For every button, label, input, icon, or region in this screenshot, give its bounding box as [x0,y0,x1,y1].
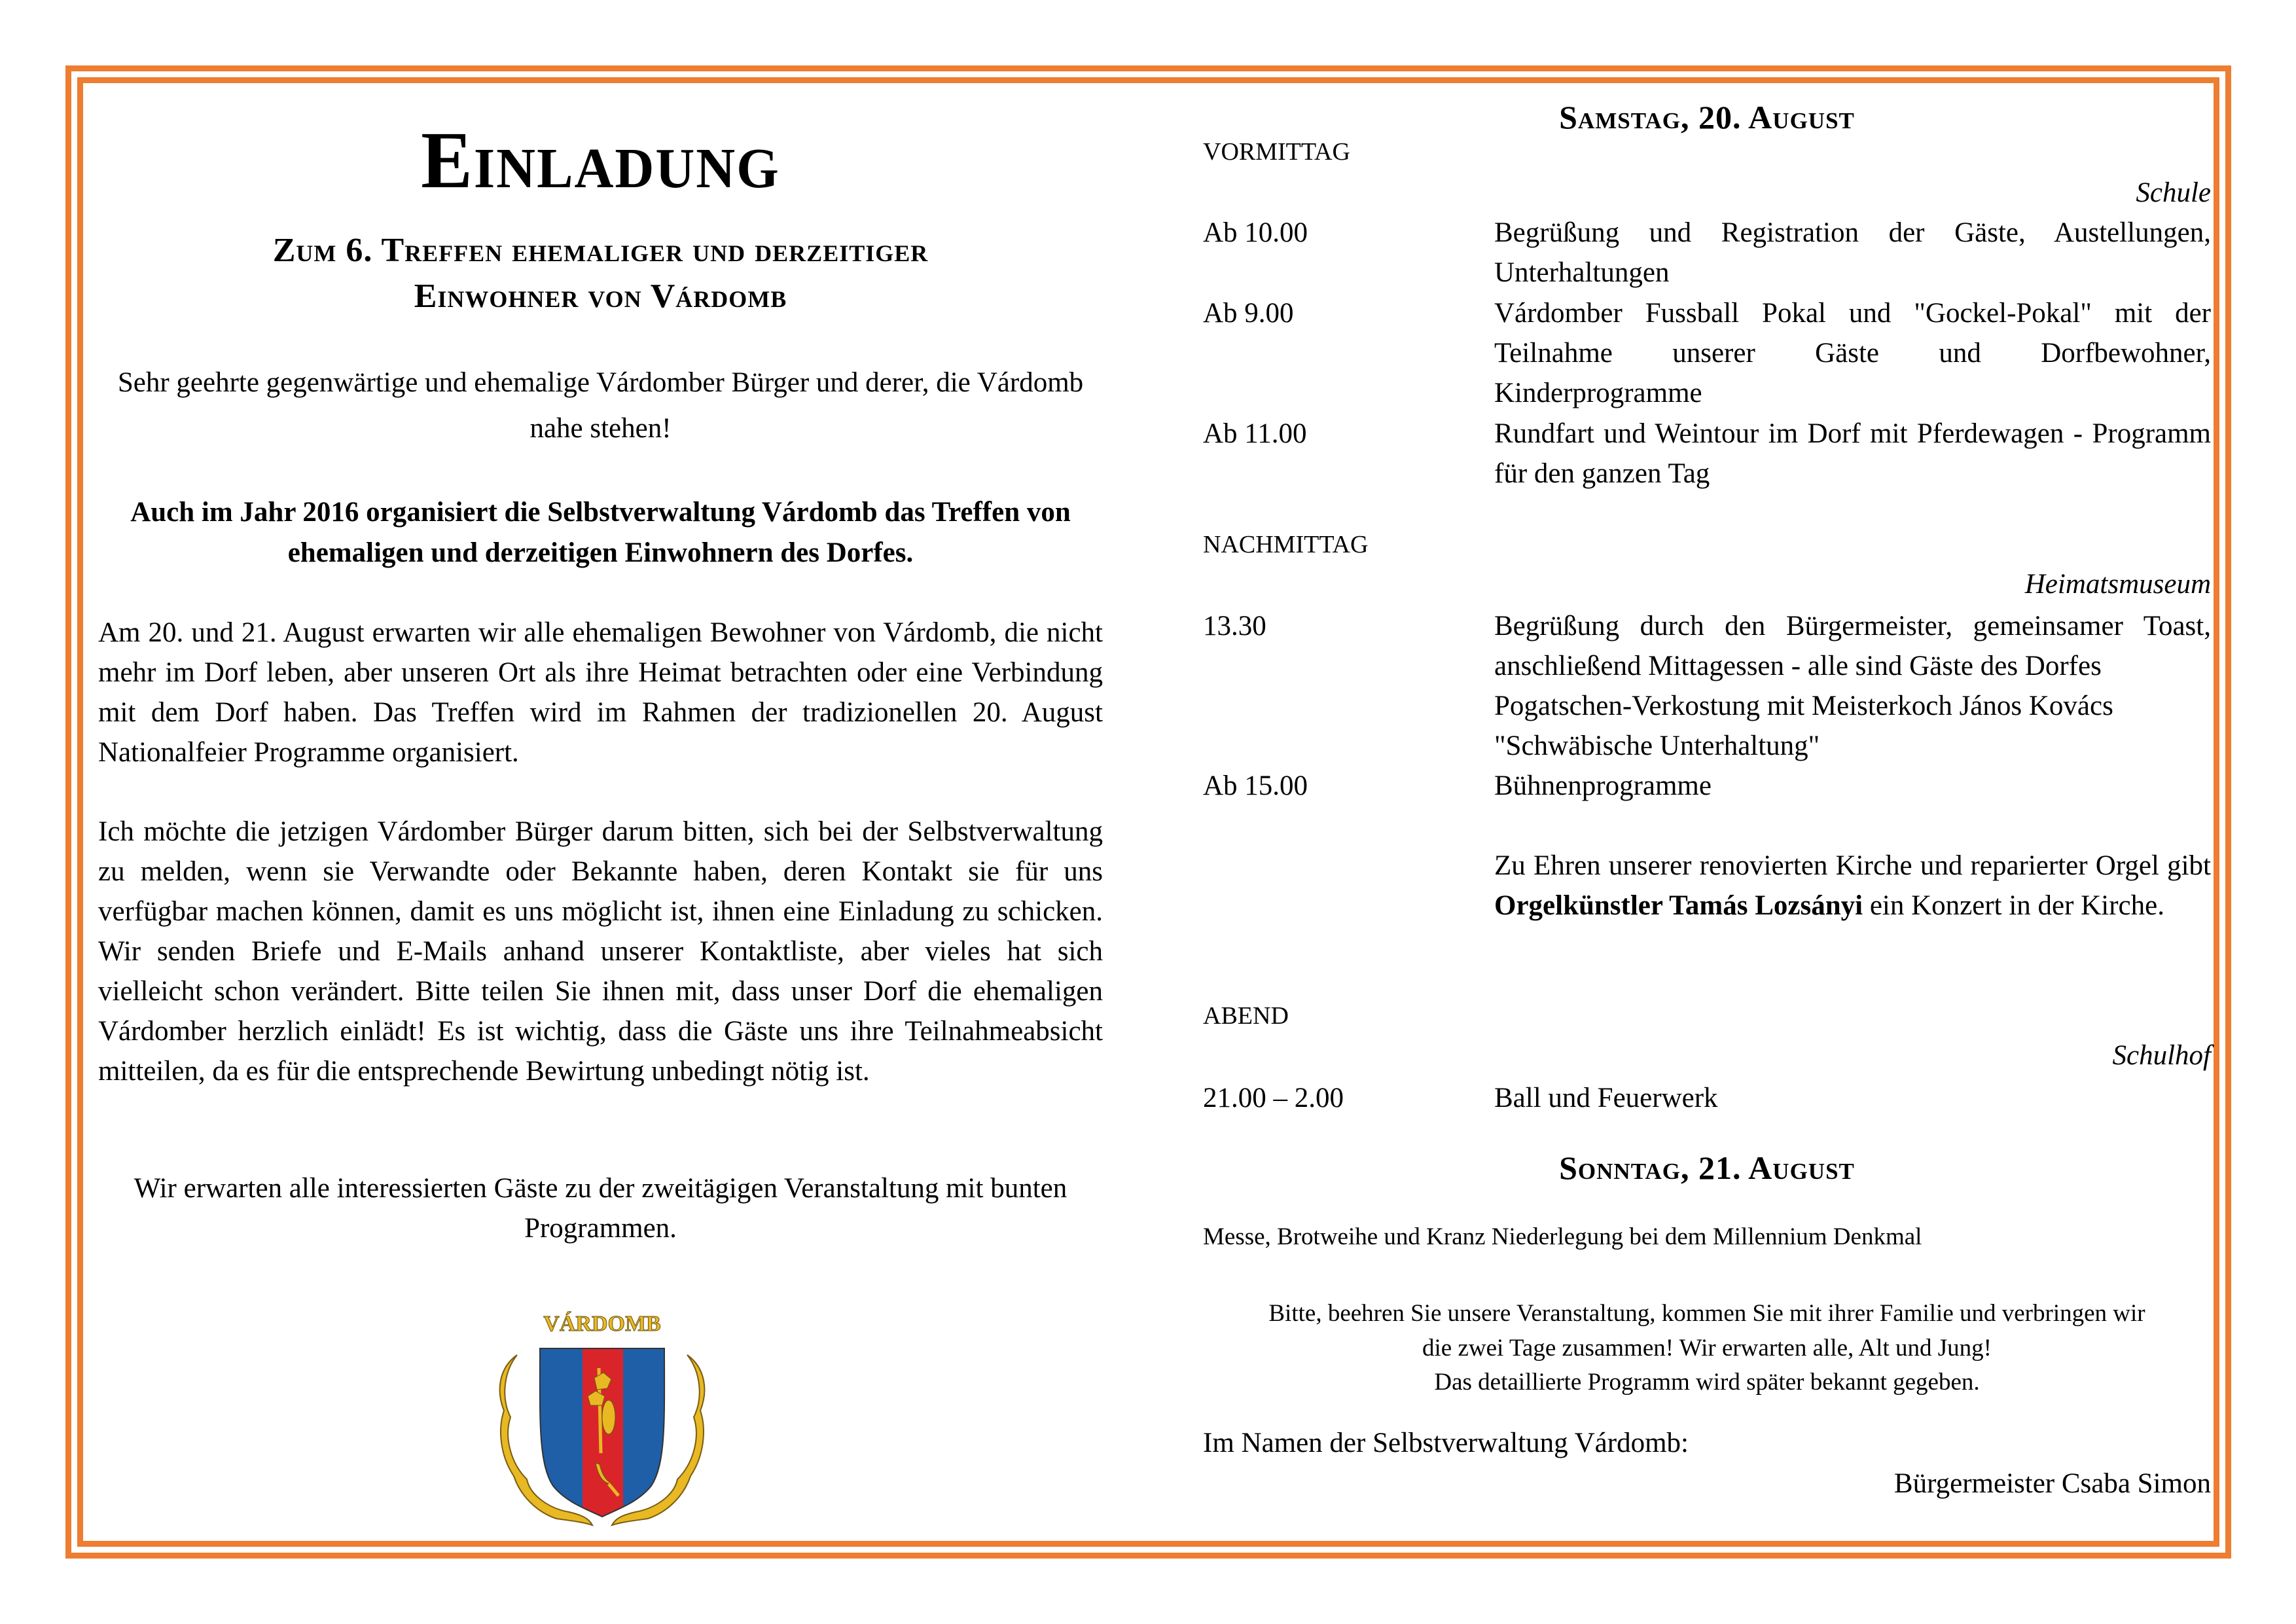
greeting: Sehr geehrte gegenwärtige und ehemalige Várdomber Bürger und derer, die Várdomb nahe stehen! [117,367,1084,444]
subtitle-line-2: Einwohner von Várdomb [414,278,787,315]
signature-on-behalf: Im Namen der Selbstverwaltung Várdomb: [1203,1428,1689,1458]
paragraph-2: Ich möchte die jetzigen Várdomber Bürger darum bitten, sich bei der Selbstverwaltung zu melden, wenn sie Verwandte oder Bekannte haben, deren Kontakt sie für uns verfügbar machen können, damit es uns möglicht ist, ihnen eine Einladung zu schicken. Wir senden Briefe und E-Mails anhand unserer Kontaktliste, aber vieles hat sich vielleicht schon verändert. Bitte teilen Sie ihnen mit, dass unser Dorf die ehemaligen Várdomber herzlich einlädt! Es ist wichtig, dass die Gäste uns ihre Teilnahmeabsicht mitteilen, da es für die entsprechende Bewirtung unbedingt nötig ist. [98,816,1103,1087]
schedule-desc: Bühnenprogramme [1494,770,1712,801]
coat-of-arms-icon [491,1299,713,1542]
subtitle [98,228,1103,319]
period-morning: VORMITTAG [1203,138,1350,166]
subtitle-line-1: Zum 6. Treffen ehemaliger und derzeitiger [272,232,929,269]
concert-artist: Orgelkünstler Tamás Lozsányi [1494,890,1863,921]
closing-line-3: Das detaillierte Programm wird später bekannt gegeben. [1434,1369,1980,1396]
desc-line: anschließend Mittagessen - alle sind Gäste des Dorfes [1494,651,2102,681]
right-column [1203,85,2211,1525]
schedule-time: Ab 15.00 [1203,770,1308,801]
period-evening: ABEND [1203,1002,1289,1030]
schedule-time: Ab 10.00 [1203,217,1308,248]
schedule-desc: Begrüßung und Registration der Gäste, Austellungen, Unterhaltungen [1494,217,2211,288]
paragraph-3: Wir erwarten alle interessierten Gäste zu der zweitägigen Veranstaltung mit bunten Programmen. [134,1173,1067,1244]
schedule-time: 13.30 [1203,611,1266,641]
closing-line-2: die zwei Tage zusammen! Wir erwarten alle, Alt und Jung! [1422,1335,1992,1362]
schedule-desc: Várdomber Fussball Pokal und "Gockel-Pokal" mit der Teilnahme unserer Gäste und Dorfbewohner, Kinderprogramme [1494,298,2211,408]
crest-label: VÁRDOMB [543,1312,661,1336]
schedule-desc [1494,606,2211,766]
period-afternoon: NACHMITTAG [1203,531,1369,558]
lead-paragraph: Auch im Jahr 2016 organisiert die Selbstverwaltung Várdomb das Treffen von ehemaligen und derzeitigen Einwohnern des Dorfes. [130,497,1071,568]
venue-afternoon: Heimatsmuseum [2024,569,2211,600]
schedule-time: Ab 11.00 [1203,418,1307,449]
concert-pre: Zu Ehren unserer renovierten Kirche und reparierter Orgel gibt [1494,850,2211,881]
venue-evening: Schulhof [2112,1040,2211,1071]
sunday-heading: Sonntag, 21. August [1559,1149,1855,1186]
desc-line: "Schwäbische Unterhaltung" [1494,731,1820,761]
concert-desc [1494,846,2211,926]
page-title: Einladung [421,115,780,206]
saturday-heading: Samstag, 20. August [1559,99,1855,135]
concert-post: ein Konzert in der Kirche. [1863,890,2164,921]
closing-line-1: Bitte, beehren Sie unsere Veranstaltung, kommen Sie mit ihrer Familie und verbringen wir [1268,1300,2145,1327]
venue-morning: Schule [2136,177,2211,208]
schedule-desc: Rundfart und Weintour im Dorf mit Pferdewagen - Programm für den ganzen Tag [1494,418,2211,489]
signature-name: Bürgermeister Csaba Simon [1893,1468,2211,1499]
paragraph-1: Am 20. und 21. August erwarten wir alle ehemaligen Bewohner von Várdomb, die nicht mehr im Dorf leben, aber unseren Ort als ihre Heimat betrachten oder eine Verbindung mit dem Dorf haben. Das Treffen wird im Rahmen der tradizionellen 20. August Nationalfeier Programme organisiert. [98,617,1103,768]
desc-line: Pogatschen-Verkostung mit Meisterkoch János Kovács [1494,691,2113,721]
schedule-desc: Ball und Feuerwerk [1494,1083,1718,1113]
sunday-event: Messe, Brotweihe und Kranz Niederlegung bei dem Millennium Denkmal [1203,1223,1922,1250]
desc-line: Begrüßung durch den Bürgermeister, gemeinsamer Toast, [1494,611,2211,641]
schedule-time: Ab 9.00 [1203,298,1294,329]
schedule-time: 21.00 – 2.00 [1203,1083,1344,1113]
